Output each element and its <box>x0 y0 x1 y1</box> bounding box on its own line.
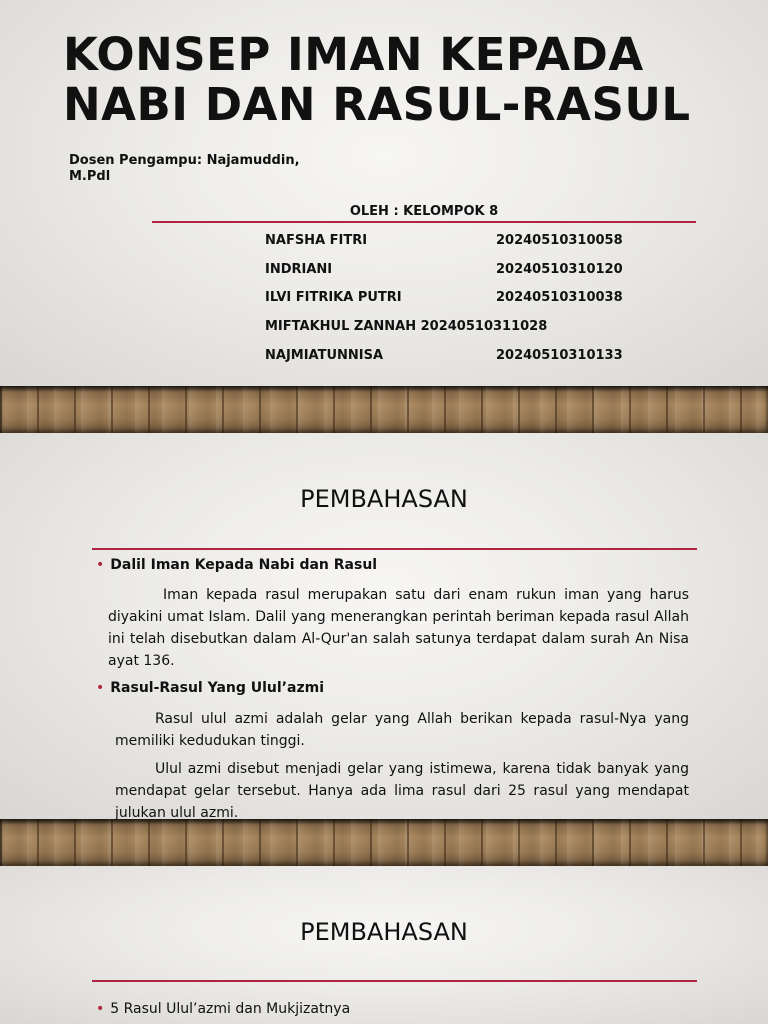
member-nim: 20240510310133 <box>496 348 623 363</box>
bullet-item <box>96 680 324 696</box>
member-name: NAJMIATUNNISA <box>265 348 384 363</box>
slide-heading: PEMBAHASAN <box>300 918 468 946</box>
content-slide <box>0 433 768 819</box>
member-nim: 20240510310058 <box>496 233 623 248</box>
member-name: INDRIANI <box>265 262 333 277</box>
wood-floor-decoration <box>0 386 768 433</box>
title-line-1: KONSEP IMAN KEPADA <box>63 28 644 81</box>
content-slide <box>0 866 768 1024</box>
bullet-label: Dalil Iman Kepada Nabi dan Rasul <box>110 557 378 573</box>
member-name: NAFSHA FITRI <box>265 233 368 248</box>
member-nim: 20240510311028 <box>420 319 548 334</box>
lecturer-subtitle: Dosen Pengampu: Najamuddin, M.Pdl <box>69 153 300 184</box>
bullet-icon: • <box>96 557 105 573</box>
bullet-icon: • <box>96 1001 105 1017</box>
slide-heading: PEMBAHASAN <box>300 485 468 513</box>
member-nim: 20240510310120 <box>496 262 623 277</box>
title-line-2: NABI DAN RASUL-RASUL <box>63 78 691 131</box>
member-name: ILVI FITRIKA PUTRI <box>265 290 402 305</box>
divider-line <box>152 221 696 223</box>
divider-line <box>92 980 697 982</box>
wood-floor-decoration <box>0 819 768 866</box>
member-name: MIFTAKHUL ZANNAH <box>265 319 417 334</box>
member-nim: 20240510310038 <box>496 290 623 305</box>
title-slide <box>0 0 768 386</box>
paragraph: Ulul azmi disebut menjadi gelar yang istimewa, karena tidak banyak yang mendapat gelar tersebut. Hanya ada lima rasul dari 25 rasul yang mendapat julukan ulul azmi. <box>115 761 689 819</box>
slide-title <box>63 30 691 130</box>
bullet-item <box>96 1001 350 1017</box>
member-row <box>265 319 547 335</box>
bullet-icon: • <box>96 680 105 696</box>
paragraph: Rasul ulul azmi adalah gelar yang Allah berikan kepada rasul-Nya yang memiliki kedudukan tinggi. <box>115 711 689 749</box>
bullet-item <box>96 557 377 573</box>
divider-line <box>92 548 697 550</box>
group-label: OLEH : KELOMPOK 8 <box>349 204 499 219</box>
paragraph: Iman kepada rasul merupakan satu dari enam rukun iman yang harus diyakini umat Islam. Dalil yang menerangkan perintah beriman kepada rasul Allah ini telah disebutkan dalam Al-Qur'an salah satunya terdapat dalam surah An Nisa ayat 136. <box>108 587 689 669</box>
bullet-label: Rasul-Rasul Yang Ulul’azmi <box>110 680 324 696</box>
bullet-label: 5 Rasul Ulul’azmi dan Mukjizatnya <box>110 1001 351 1017</box>
